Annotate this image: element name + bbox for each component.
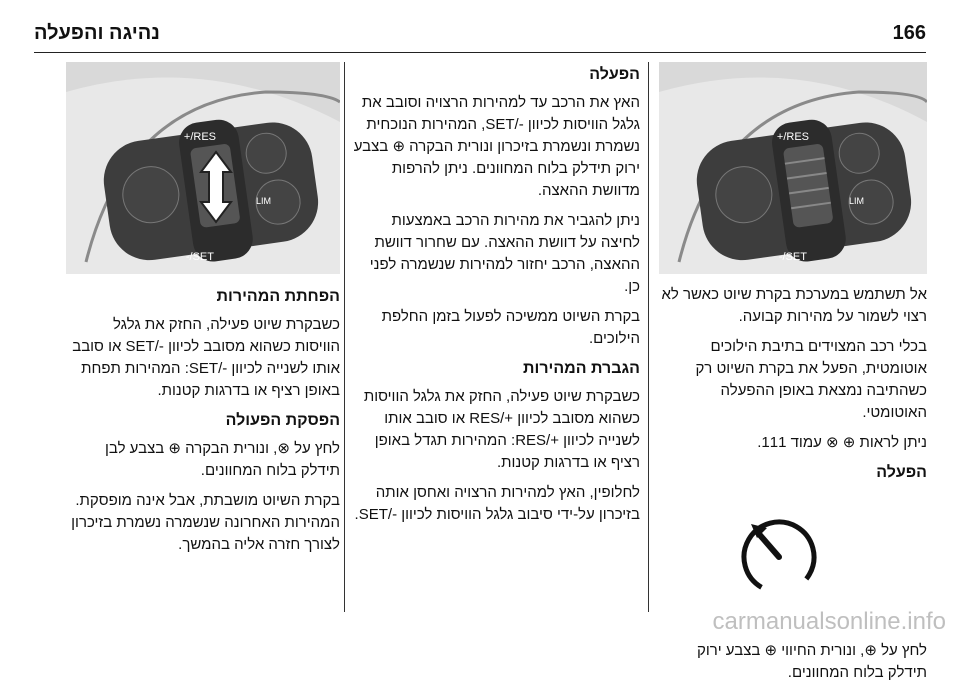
paragraph: ניתן להגביר את מהירות הרכב באמצעות לחיצה על דוושת ההאצה. עם שחרור דוושת ההאצה, הרכב יחזור למהירות שנשמרה לפני כן. <box>369 212 640 295</box>
res-label: RES/+ <box>776 131 809 143</box>
paragraph: כשבקרת שיוט פעילה, החזק את גלגל הוויסות כשהוא מסובב לכיוון +/RES או סובב אותו לשנייה לכיוון +/RES: המהירות תגדל באופן רציף או בדרגות קטנות. <box>363 388 640 471</box>
section-heading: הפעלה <box>589 66 640 83</box>
steering-wheel-roller-illustration <box>66 62 340 274</box>
page-header <box>34 18 926 53</box>
steering-wheel-controls-illustration <box>659 62 927 274</box>
paragraph: ניתן לראות ⊕ ⊗ עמוד 111. <box>757 434 927 451</box>
paragraph: כשבקרת שיוט פעילה, החזק את גלגל הוויסות כשהוא מסובב לכיוון -/SET או סובב אותו לשנייה לכיוון -/SET: המהירות תפחת באופן רציף או בדרגות קטנות. <box>72 316 340 399</box>
steering-wheel-controls-figure <box>659 62 927 274</box>
right-column <box>659 62 927 692</box>
paragraph: האץ את הרכב עד למהירות הרצויה וסובב את גלגל הוויסות לכיוון -/SET, המהירות הנוכחית נשמרת ונשמרת בזיכרון ונורית הבקרה ⊕ בצבע ירוק תידלק בלוח המחוונים. ניתן להרפות מדוושת ההאצה. <box>353 94 640 199</box>
speedometer-icon <box>729 502 829 602</box>
res-label: RES/+ <box>183 131 216 143</box>
paragraph: לחלופין, האץ למהירות הרצויה ואחסן אותה בזיכרון על-ידי סיבוב גלגל הוויסות לכיוון -/SET. <box>354 484 640 523</box>
set-label: SET/- <box>185 251 214 263</box>
watermark: carmanualsonline.info <box>712 608 946 635</box>
paragraph: לחץ על ⊕, ונורית החיווי ⊕ בצבע ירוק תידלק בלוח המחוונים. <box>696 642 927 681</box>
paragraph: בקרת השיוט ממשיכה לפעול בזמן החלפת הילוכים. <box>381 308 640 347</box>
chapter-title: נהיגה והפעלה <box>34 22 160 44</box>
section-heading: הפסקת הפעולה <box>225 412 340 429</box>
paragraph: אל תשתמש במערכת בקרת שיוט כאשר לא רצוי לשמור על מהירות קבועה. <box>661 286 927 325</box>
steering-wheel-controls-figure-arrows <box>66 62 340 274</box>
middle-column <box>352 62 640 534</box>
column-divider <box>344 62 345 612</box>
lim-label: LIM <box>255 196 271 206</box>
section-heading: הגברת המהירות <box>523 360 640 377</box>
lim-label: LIM <box>848 196 864 206</box>
paragraph: לחץ על ⊗, ונורית הבקרה ⊕ בצבע לבן תידלק בלוח המחוונים. <box>105 440 340 479</box>
paragraph: בכלי רכב המצוידים בתיבת הילוכים אוטומטית, הפעל את בקרת השיוט רק כשהתיבה נמצאת באופן ההפעלה האוטומטי. <box>695 338 927 421</box>
section-heading: הפעלה <box>876 464 927 481</box>
section-heading: הפחתת המהירות <box>216 288 340 305</box>
page-number: 166 <box>892 22 926 44</box>
paragraph: בקרת השיוט מושבתת, אבל אינה מופסקת. המהירות האחרונה שנשמרה נשמרת בזיכרון לצורך חזרה אליה בהמשך. <box>71 492 340 553</box>
column-divider <box>648 62 649 612</box>
left-column <box>66 62 340 564</box>
set-label: SET/- <box>778 251 807 263</box>
